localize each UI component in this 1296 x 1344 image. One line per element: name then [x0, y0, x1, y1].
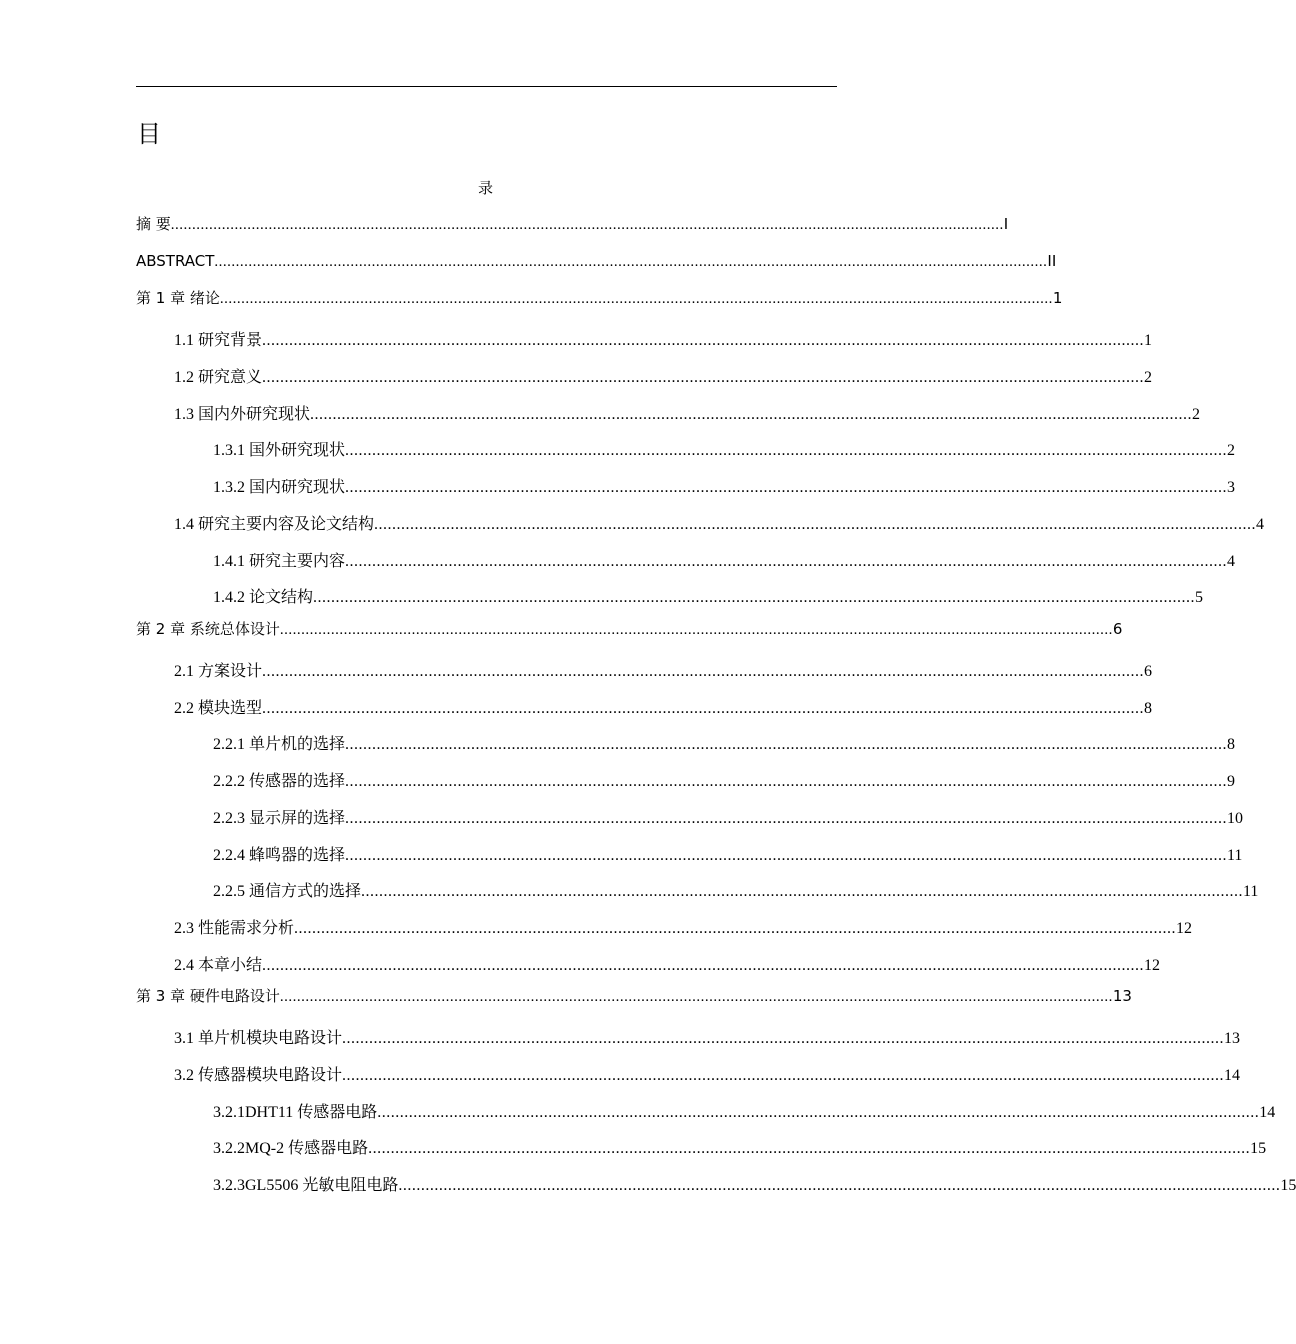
toc-leader-dots: ....................................................................................................................................................................................................: [345, 847, 1228, 864]
toc-leader-dots: ....................................................................................................................................................................................................: [279, 989, 1113, 1005]
toc-entry-3-2[interactable]: [174, 1065, 1241, 1087]
toc-entry-chapter-1[interactable]: [136, 287, 1063, 309]
toc-entry-label: 2.2.4 蜂鸣器的选择: [213, 847, 346, 864]
toc-entry-2-4[interactable]: [174, 955, 1161, 977]
toc-page-number: 12: [1144, 957, 1161, 974]
toc-entry-label: 2.2.2 传感器的选择: [213, 773, 346, 790]
toc-title-first-char: 目: [137, 120, 161, 148]
toc-page-number: 9: [1227, 773, 1236, 790]
toc-page-number: I: [1003, 215, 1009, 233]
toc-leader-dots: ....................................................................................................................................................................................................: [342, 1067, 1225, 1084]
toc-entry-label: 1.3.2 国内研究现状: [213, 479, 346, 496]
toc-entry-1-2[interactable]: [174, 367, 1153, 389]
toc-entry-2-2[interactable]: [174, 698, 1153, 720]
toc-entry-abstract-en[interactable]: [136, 250, 1057, 272]
toc-entry-label: 3.2.2MQ-2 传感器电路: [213, 1140, 369, 1157]
toc-leader-dots: ....................................................................................................................................................................................................: [377, 1104, 1260, 1121]
toc-entry-2-3[interactable]: [174, 918, 1193, 940]
toc-leader-dots: ....................................................................................................................................................................................................: [279, 622, 1113, 638]
toc-page-number: 10: [1227, 810, 1244, 827]
toc-leader-dots: ....................................................................................................................................................................................................: [170, 217, 1004, 233]
toc-leader-dots: ....................................................................................................................................................................................................: [262, 700, 1145, 717]
toc-entry-label: 第 3 章 硬件电路设计: [136, 987, 280, 1005]
toc-page-number: 14: [1224, 1067, 1241, 1084]
toc-entry-label: 2.3 性能需求分析: [174, 920, 295, 937]
toc-leader-dots: ....................................................................................................................................................................................................: [294, 920, 1177, 937]
toc-entry-2-2-4[interactable]: [213, 845, 1243, 867]
toc-leader-dots: ....................................................................................................................................................................................................: [345, 553, 1228, 570]
toc-leader-dots: ....................................................................................................................................................................................................: [345, 442, 1228, 459]
toc-leader-dots: ....................................................................................................................................................................................................: [262, 663, 1145, 680]
toc-page-number: 11: [1243, 883, 1259, 900]
toc-entry-2-2-3[interactable]: [213, 808, 1244, 830]
toc-entry-label: 1.4.1 研究主要内容: [213, 553, 346, 570]
toc-page-number: 4: [1227, 553, 1236, 570]
toc-entry-abstract-cn[interactable]: [136, 213, 1009, 235]
toc-entry-chapter-2[interactable]: [136, 618, 1123, 640]
toc-entry-chapter-3[interactable]: [136, 985, 1132, 1007]
toc-entry-1-3-1[interactable]: [213, 440, 1236, 462]
toc-entry-label: 摘 要: [136, 215, 171, 233]
toc-entry-label: 第 2 章 系统总体设计: [136, 620, 280, 638]
toc-entry-3-2-1[interactable]: [213, 1102, 1276, 1124]
toc-page-number: 8: [1144, 700, 1153, 717]
toc-page-number: 13: [1112, 987, 1132, 1005]
toc-leader-dots: ....................................................................................................................................................................................................: [313, 589, 1196, 606]
toc-leader-dots: ....................................................................................................................................................................................................: [368, 1140, 1251, 1157]
toc-entry-label: 1.1 研究背景: [174, 332, 263, 349]
toc-leader-dots: ....................................................................................................................................................................................................: [262, 369, 1145, 386]
toc-leader-dots: ....................................................................................................................................................................................................: [345, 479, 1228, 496]
toc-leader-dots: ....................................................................................................................................................................................................: [219, 291, 1053, 307]
toc-entry-label: 3.2 传感器模块电路设计: [174, 1067, 343, 1084]
toc-entry-label: 3.1 单片机模块电路设计: [174, 1030, 343, 1047]
toc-page-number: 2: [1227, 442, 1236, 459]
toc-leader-dots: ....................................................................................................................................................................................................: [374, 516, 1257, 533]
toc-entry-label: 2.4 本章小结: [174, 957, 263, 974]
toc-entry-1-3[interactable]: [174, 404, 1201, 426]
toc-entry-3-2-2[interactable]: [213, 1138, 1267, 1160]
toc-entry-label: 3.2.3GL5506 光敏电阻电路: [213, 1177, 399, 1194]
toc-entry-label: 2.2 模块选型: [174, 700, 263, 717]
toc-entry-label: 2.2.1 单片机的选择: [213, 736, 346, 753]
toc-leader-dots: ....................................................................................................................................................................................................: [214, 254, 1048, 270]
toc-page-number: 3: [1227, 479, 1236, 496]
toc-entry-2-2-5[interactable]: [213, 881, 1259, 903]
toc-leader-dots: ....................................................................................................................................................................................................: [310, 406, 1193, 423]
toc-entry-1-3-2[interactable]: [213, 477, 1236, 499]
toc-page-number: 12: [1176, 920, 1193, 937]
toc-leader-dots: ....................................................................................................................................................................................................: [361, 883, 1244, 900]
toc-page-number: 15: [1280, 1177, 1296, 1194]
toc-entry-1-4[interactable]: [174, 514, 1265, 536]
toc-leader-dots: ....................................................................................................................................................................................................: [342, 1030, 1225, 1047]
toc-entry-3-1[interactable]: [174, 1028, 1241, 1050]
toc-page-number: 2: [1144, 369, 1153, 386]
toc-entry-2-2-2[interactable]: [213, 771, 1236, 793]
toc-entry-label: 2.1 方案设计: [174, 663, 263, 680]
toc-page-number: 5: [1195, 589, 1204, 606]
toc-entry-label: 3.2.1DHT11 传感器电路: [213, 1104, 378, 1121]
toc-entry-1-4-1[interactable]: [213, 551, 1236, 573]
toc-title-second-char: 录: [478, 179, 494, 197]
toc-entry-2-1[interactable]: [174, 661, 1153, 683]
toc-entry-label: 2.2.3 显示屏的选择: [213, 810, 346, 827]
toc-page-number: 13: [1224, 1030, 1241, 1047]
toc-page-number: 2: [1192, 406, 1201, 423]
toc-page-number: 6: [1112, 620, 1123, 638]
toc-page-number: 15: [1250, 1140, 1267, 1157]
header-rule: [136, 86, 837, 87]
toc-page-number: 1: [1144, 332, 1153, 349]
toc-entry-1-4-2[interactable]: [213, 587, 1204, 609]
toc-leader-dots: ....................................................................................................................................................................................................: [398, 1177, 1281, 1194]
toc-entry-label: 1.3 国内外研究现状: [174, 406, 311, 423]
toc-leader-dots: ....................................................................................................................................................................................................: [262, 957, 1145, 974]
toc-entry-label: 第 1 章 绪论: [136, 289, 220, 307]
toc-entry-1-1[interactable]: [174, 330, 1153, 352]
toc-page-number: 4: [1256, 516, 1265, 533]
toc-page-number: II: [1047, 252, 1057, 270]
toc-page-number: 6: [1144, 663, 1153, 680]
toc-leader-dots: ....................................................................................................................................................................................................: [345, 773, 1228, 790]
toc-page-number: 11: [1227, 847, 1243, 864]
toc-page-number: 14: [1259, 1104, 1276, 1121]
toc-entry-label: 1.4 研究主要内容及论文结构: [174, 516, 375, 533]
toc-page-number: 8: [1227, 736, 1236, 753]
toc-leader-dots: ....................................................................................................................................................................................................: [345, 736, 1228, 753]
toc-leader-dots: ....................................................................................................................................................................................................: [262, 332, 1145, 349]
toc-entry-label: 1.3.1 国外研究现状: [213, 442, 346, 459]
toc-entry-2-2-1[interactable]: [213, 734, 1236, 756]
toc-entry-label: 1.2 研究意义: [174, 369, 263, 386]
toc-entry-3-2-3[interactable]: [213, 1175, 1296, 1197]
toc-leader-dots: ....................................................................................................................................................................................................: [345, 810, 1228, 827]
toc-entry-label: 2.2.5 通信方式的选择: [213, 883, 362, 900]
toc-entry-label: ABSTRACT: [136, 252, 215, 270]
toc-page-number: 1: [1052, 289, 1063, 307]
toc-entry-label: 1.4.2 论文结构: [213, 589, 314, 606]
